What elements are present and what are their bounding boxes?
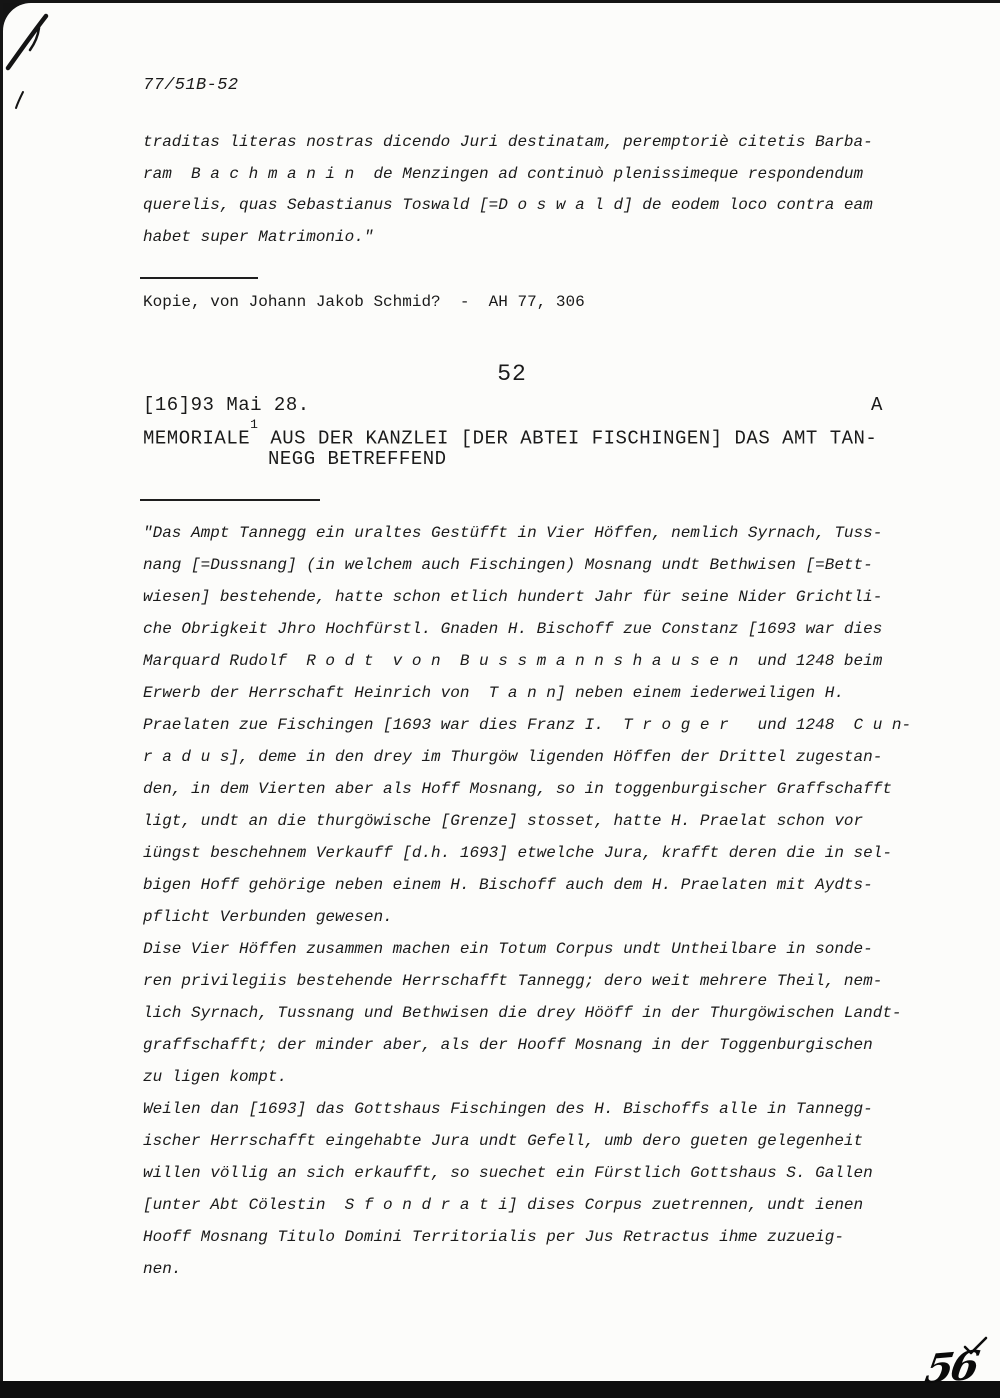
latin-quote-line: querelis, quas Sebastianus Toswald [=D o s w a l d] de eodem loco contra eam — [143, 196, 873, 214]
body-line: graffschafft; der minder aber, als der Hooff Mosnang in der Toggenburgischen — [143, 1036, 873, 1054]
separator-rule — [140, 277, 258, 279]
body-line: Hooff Mosnang Titulo Domini Territorialis per Jus Retractus ihme zuzueig- — [143, 1228, 844, 1246]
body-line: r a d u s], deme in den drey im Thurgöw ligenden Höffen der Drittel zugestan- — [143, 748, 883, 766]
body-line: Praelaten zue Fischingen [1693 war dies Franz I. T r o g e r und 1248 C u n- — [143, 716, 912, 734]
body-line: ligt, undt an die thurgöwische [Grenze] stosset, hatte H. Praelat schon vor — [143, 812, 864, 830]
scan-edge-top — [0, 0, 1000, 3]
body-line: pflicht Verbunden gewesen. — [143, 908, 393, 926]
handwritten-page-number: 56 — [921, 1341, 980, 1394]
scan-edge-bottom — [0, 1381, 1000, 1398]
body-line: ischer Herrschafft eingehabte Jura undt Gefell, umb dero gueten gelegenheit — [143, 1132, 864, 1150]
title-rest: AUS DER KANZLEI [DER ABTEI FISCHINGEN] DAS AMT TAN- — [258, 427, 878, 450]
entry-date: [16]93 Mai 28. — [143, 394, 310, 416]
body-line: wiesen] bestehende, hatte schon etlich hundert Jahr für seine Nider Grichtli- — [143, 588, 883, 606]
body-line: ren privilegiis bestehende Herrschafft Tannegg; dero weit mehrere Theil, nem- — [143, 972, 883, 990]
latin-quote-line: habet super Matrimonio." — [143, 228, 374, 246]
body-line: "Das Ampt Tannegg ein uraltes Gestüfft in Vier Höffen, nemlich Syrnach, Tuss- — [143, 524, 883, 542]
scan-edge-left — [0, 0, 3, 1398]
latin-quote-line: traditas literas nostras dicendo Juri destinatam, peremptoriè citetis Barba- — [143, 133, 873, 151]
body-line: den, in dem Vierten aber als Hoff Mosnang, so in toggenburgischer Graffschafft — [143, 780, 892, 798]
footnote-reference: 1 — [250, 417, 259, 432]
body-line: Marquard Rudolf R o d t v o n B u s s m a n n s h a u s e n und 1248 beim — [143, 652, 883, 670]
entry-title-line1 — [143, 417, 878, 451]
body-line: Erwerb der Herrschaft Heinrich von T a n n] neben einem iederweiligen H. — [143, 684, 844, 702]
latin-quote-line: ram B a c h m a n i n de Menzingen ad continuò plenissimeque respondendum — [143, 165, 864, 183]
body-line: [unter Abt Cölestin S f o n d r a t i] dises Corpus zuetrennen, undt ienen — [143, 1196, 864, 1214]
body-line: Dise Vier Höffen zusammen machen ein Totum Corpus undt Untheilbare in sonde- — [143, 940, 873, 958]
series-letter: A — [871, 394, 883, 416]
body-line: bigen Hoff gehörige neben einem H. Bischoff auch dem H. Praelaten mit Aydts- — [143, 876, 873, 894]
body-line: che Obrigkeit Jhro Hochfürstl. Gnaden H. Bischoff zue Constanz [1693 war dies — [143, 620, 883, 638]
body-line: zu ligen kompt. — [143, 1068, 288, 1086]
entry-title-line2: NEGG BETREFFEND — [268, 448, 447, 470]
entry-number: 52 — [497, 361, 527, 387]
title-main: MEMORIALE — [143, 427, 251, 450]
body-line: Weilen dan [1693] das Gottshaus Fischingen des H. Bischoffs alle in Tannegg- — [143, 1100, 873, 1118]
archive-reference: 77/51B-52 — [143, 76, 239, 95]
body-line: nen. — [143, 1260, 182, 1278]
pen-scribble-icon — [2, 6, 62, 116]
source-note: Kopie, von Johann Jakob Schmid? - AH 77, 306 — [143, 293, 585, 311]
body-line: nang [=Dussnang] (in welchem auch Fischingen) Mosnang undt Bethwisen [=Bett- — [143, 556, 873, 574]
body-line: iüngst beschehnem Verkauff [d.h. 1693] etwelche Jura, krafft deren die in sel- — [143, 844, 892, 862]
body-line: lich Syrnach, Tussnang und Bethwisen die drey Hööff in der Thurgöwischen Landt- — [143, 1004, 902, 1022]
separator-rule — [140, 499, 320, 501]
body-line: willen völlig an sich erkaufft, so suechet ein Fürstlich Gottshaus S. Gallen — [143, 1164, 873, 1182]
